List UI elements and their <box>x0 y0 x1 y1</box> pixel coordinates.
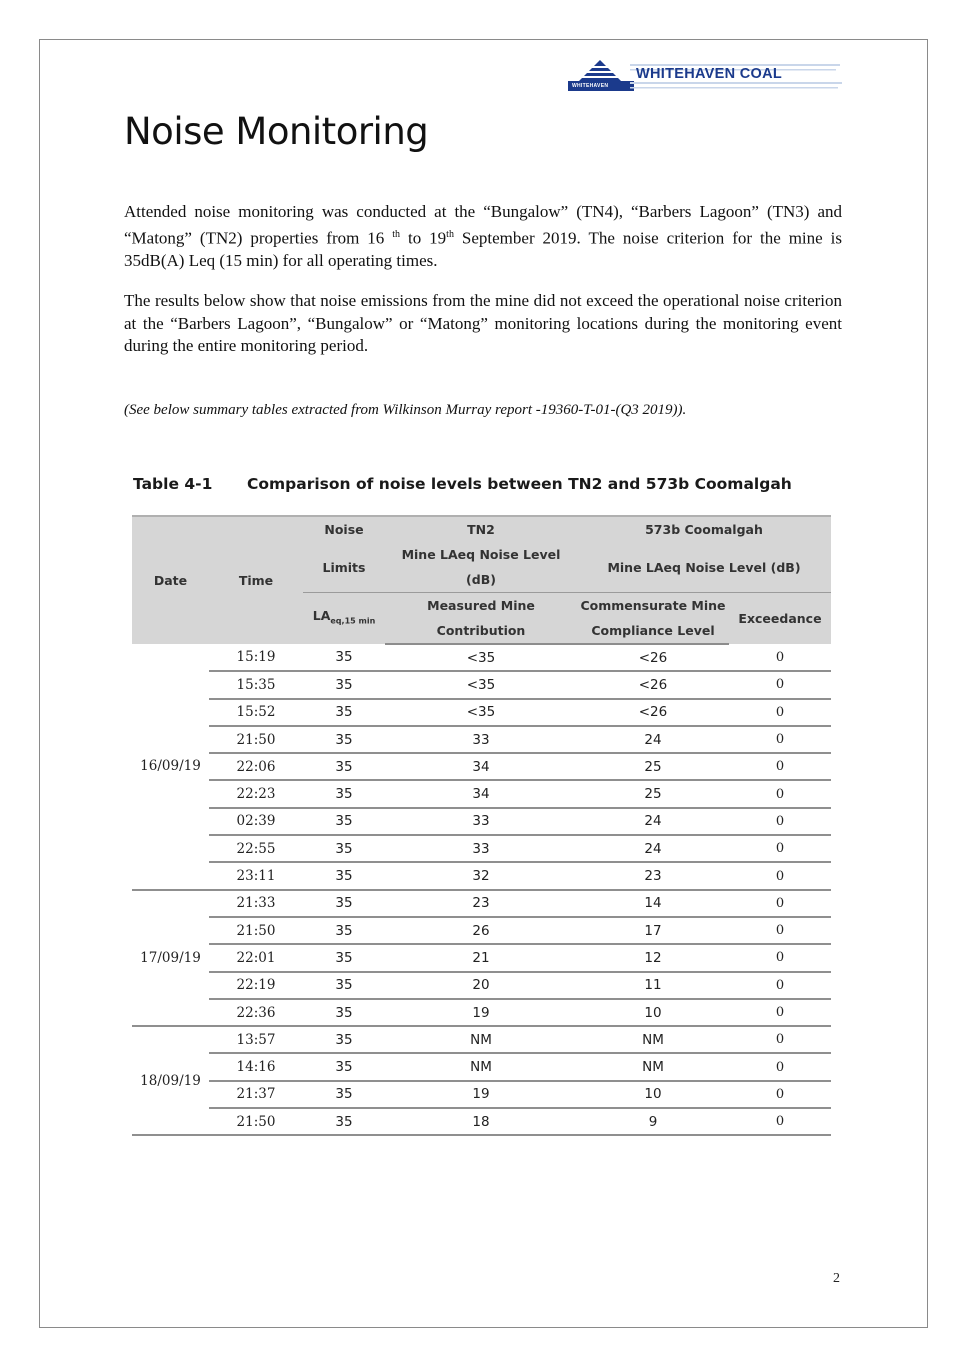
measured-cell: 34 <box>385 780 577 807</box>
table-row <box>132 944 831 971</box>
table-row <box>132 1053 831 1080</box>
exceedance-cell: 0 <box>729 726 831 753</box>
time-cell: 15:52 <box>209 699 303 726</box>
measured-cell: 19 <box>385 999 577 1026</box>
exceedance-cell: 0 <box>729 671 831 698</box>
limit-cell: 35 <box>303 862 385 889</box>
table-row <box>132 862 831 889</box>
time-cell: 15:19 <box>209 644 303 671</box>
header-measured-1: Measured Mine <box>385 593 577 619</box>
measured-cell: 20 <box>385 972 577 999</box>
limit-cell: 35 <box>303 1108 385 1135</box>
compliance-cell: 24 <box>577 835 729 862</box>
table-row <box>132 808 831 835</box>
exceedance-cell: 0 <box>729 1108 831 1135</box>
time-cell: 21:37 <box>209 1081 303 1108</box>
date-cell: 18/09/19 <box>132 1026 209 1135</box>
measured-cell: <35 <box>385 671 577 698</box>
limit-cell: 35 <box>303 972 385 999</box>
exceedance-cell: 0 <box>729 999 831 1026</box>
limit-cell: 35 <box>303 726 385 753</box>
table-row <box>132 671 831 698</box>
time-cell: 21:50 <box>209 917 303 944</box>
limit-cell: 35 <box>303 1053 385 1080</box>
table-row <box>132 726 831 753</box>
compliance-cell: <26 <box>577 671 729 698</box>
time-cell: 22:06 <box>209 753 303 780</box>
table-row <box>132 1026 831 1053</box>
measured-cell: NM <box>385 1053 577 1080</box>
header-tn2: TN2 <box>385 516 577 542</box>
measured-cell: 26 <box>385 917 577 944</box>
header-measured-2: Contribution <box>385 618 577 644</box>
header-limits: Limits <box>303 542 385 593</box>
limit-cell: 35 <box>303 1081 385 1108</box>
compliance-cell: <26 <box>577 699 729 726</box>
header-laeq: $LA_{eq,15 min}$ <box>303 593 385 645</box>
measured-cell: 21 <box>385 944 577 971</box>
measured-cell: <35 <box>385 644 577 671</box>
date-cell: 16/09/19 <box>132 644 209 890</box>
limit-cell: 35 <box>303 780 385 807</box>
time-cell: 14:16 <box>209 1053 303 1080</box>
measured-cell: 33 <box>385 726 577 753</box>
time-cell: 02:39 <box>209 808 303 835</box>
header-exceedance: Exceedance <box>729 593 831 645</box>
compliance-cell: NM <box>577 1026 729 1053</box>
time-cell: 21:50 <box>209 1108 303 1135</box>
compliance-cell: 9 <box>577 1108 729 1135</box>
time-cell: 23:11 <box>209 862 303 889</box>
measured-cell: 23 <box>385 890 577 917</box>
table-row <box>132 917 831 944</box>
compliance-cell: NM <box>577 1053 729 1080</box>
compliance-cell: 11 <box>577 972 729 999</box>
limit-cell: 35 <box>303 699 385 726</box>
exceedance-cell: 0 <box>729 1026 831 1053</box>
limit-cell: 35 <box>303 808 385 835</box>
exceedance-cell: 0 <box>729 644 831 671</box>
measured-cell: 33 <box>385 835 577 862</box>
header-time: Time <box>209 516 303 644</box>
compliance-cell: 14 <box>577 890 729 917</box>
exceedance-cell: 0 <box>729 1081 831 1108</box>
time-cell: 22:19 <box>209 972 303 999</box>
limit-cell: 35 <box>303 1026 385 1053</box>
limit-cell: 35 <box>303 644 385 671</box>
table-row <box>132 890 831 917</box>
measured-cell: 32 <box>385 862 577 889</box>
measured-cell: 34 <box>385 753 577 780</box>
exceedance-cell: 0 <box>729 808 831 835</box>
measured-cell: 19 <box>385 1081 577 1108</box>
time-cell: 22:23 <box>209 780 303 807</box>
table-row <box>132 972 831 999</box>
exceedance-cell: 0 <box>729 699 831 726</box>
time-cell: 13:57 <box>209 1026 303 1053</box>
time-cell: 22:55 <box>209 835 303 862</box>
paragraph-results: The results below show that noise emissions from the mine did not exceed the operational noise criterion at the “Barbers Lagoon”, “Bungalow” or “Matong” monitoring locations during the monitoring event during the entire monitoring period. <box>124 291 842 355</box>
time-cell: 22:01 <box>209 944 303 971</box>
table-number: Table 4-1 <box>133 475 213 493</box>
compliance-cell: <26 <box>577 644 729 671</box>
header-coomalgah-sub: Mine LAeq Noise Level (dB) <box>577 542 831 593</box>
table-row <box>132 999 831 1026</box>
header-coomalgah: 573b Coomalgah <box>577 516 831 542</box>
header-commensurate-1: Commensurate Mine <box>577 593 729 619</box>
time-cell: 22:36 <box>209 999 303 1026</box>
limit-cell: 35 <box>303 753 385 780</box>
compliance-cell: 24 <box>577 808 729 835</box>
time-cell: 21:33 <box>209 890 303 917</box>
compliance-cell: 23 <box>577 862 729 889</box>
page-title: Noise Monitoring <box>124 110 429 153</box>
table-row <box>132 644 831 671</box>
exceedance-cell: 0 <box>729 780 831 807</box>
limit-cell: 35 <box>303 917 385 944</box>
exceedance-cell: 0 <box>729 835 831 862</box>
table-body <box>132 644 831 1135</box>
table-row <box>132 699 831 726</box>
exceedance-cell: 0 <box>729 862 831 889</box>
limit-cell: 35 <box>303 999 385 1026</box>
header-noise: Noise <box>303 516 385 542</box>
compliance-cell: 24 <box>577 726 729 753</box>
header-date: Date <box>132 516 209 644</box>
exceedance-cell: 0 <box>729 753 831 780</box>
logo-subtext: WHITEHAVEN <box>572 83 609 89</box>
exceedance-cell: 0 <box>729 890 831 917</box>
time-cell: 21:50 <box>209 726 303 753</box>
measured-cell: <35 <box>385 699 577 726</box>
date-cell: 17/09/19 <box>132 890 209 1026</box>
limit-cell: 35 <box>303 944 385 971</box>
compliance-cell: 10 <box>577 1081 729 1108</box>
limit-cell: 35 <box>303 835 385 862</box>
exceedance-cell: 0 <box>729 972 831 999</box>
source-note: (See below summary tables extracted from Wilkinson Murray report -19360-T-01-(Q3 2019)). <box>124 402 687 418</box>
measured-cell: 18 <box>385 1108 577 1135</box>
table-caption <box>133 475 792 493</box>
exceedance-cell: 0 <box>729 917 831 944</box>
table-title: Comparison of noise levels between TN2 and 573b Coomalgah <box>247 475 792 493</box>
page-number: 2 <box>833 1271 840 1286</box>
measured-cell: NM <box>385 1026 577 1053</box>
table-row <box>132 1108 831 1135</box>
exceedance-cell: 0 <box>729 944 831 971</box>
noise-comparison-table <box>132 515 831 1136</box>
compliance-cell: 12 <box>577 944 729 971</box>
table-row <box>132 780 831 807</box>
limit-cell: 35 <box>303 890 385 917</box>
compliance-cell: 17 <box>577 917 729 944</box>
whitehaven-coal-logo <box>568 58 842 94</box>
compliance-cell: 25 <box>577 753 729 780</box>
compliance-cell: 10 <box>577 999 729 1026</box>
table-row <box>132 835 831 862</box>
time-cell: 15:35 <box>209 671 303 698</box>
measured-cell: 33 <box>385 808 577 835</box>
logo-text: WHITEHAVEN COAL <box>636 66 783 82</box>
paragraph-intro: Attended noise monitoring was conducted at the “Bungalow” (TN4), “Barbers Lagoon” (TN3) and “Matong” (TN2) properties from 16 $^{th}$ to 19th September 2019. The noise criterion for the mine is 35dB(A) Leq (15 min) for all operating times. <box>124 202 842 270</box>
limit-cell: 35 <box>303 671 385 698</box>
header-commensurate-2: Compliance Level <box>577 618 729 644</box>
table-row <box>132 1081 831 1108</box>
exceedance-cell: 0 <box>729 1053 831 1080</box>
table-row <box>132 753 831 780</box>
header-tn2-sub: Mine LAeq Noise Level (dB) <box>385 542 577 593</box>
compliance-cell: 25 <box>577 780 729 807</box>
